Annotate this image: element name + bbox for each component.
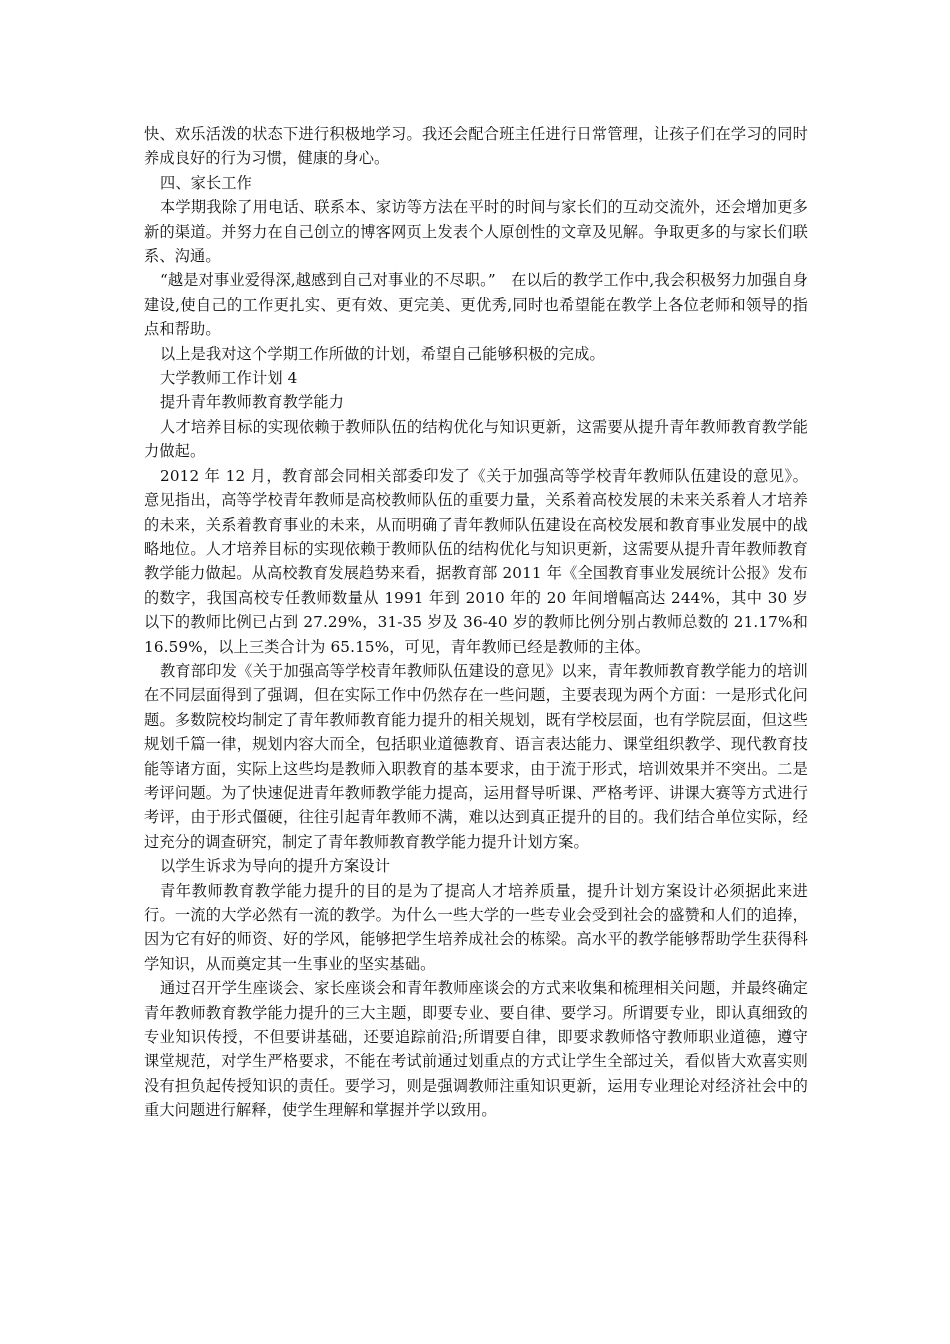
- paragraph: 通过召开学生座谈会、家长座谈会和青年教师座谈会的方式来收集和梳理相关问题，并最终确定青年教师教育教学能力提升的三大主题，即要专业、要自律、要学习。所谓要专业，即认真细致的专业知识传授，不但要讲基础，还要追踪前沿;所谓要自律，即要求教师恪守教师职业道德，遵守课堂规范，对学生严格要求，不能在考试前通过划重点的方式让学生全部过关，看似皆大欢喜实则没有担负起传授知识的责任。要学习，则是强调教师注重知识更新，运用专业理论对经济社会中的重大问题进行解释，使学生理解和掌握并学以致用。: [144, 979, 808, 1120]
- paragraph: “越是对事业爱得深,越感到自己对事业的不尽职。” 在以后的教学工作中,我会积极努力加强自身建设,使自己的工作更扎实、更有效、更完美、更优秀,同时也希望能在教学上各位老师和领导的指点和帮助。: [144, 271, 808, 339]
- section-heading: 以学生诉求为导向的提升方案设计: [160, 857, 391, 876]
- section-heading: 四、家长工作: [160, 173, 253, 192]
- paragraph: 青年教师教育教学能力提升的目的是为了提高人才培养质量，提升计划方案设计必须据此来进行。一流的大学必然有一流的教学。为什么一些大学的一些专业会受到社会的盛赞和人们的追捧，因为它有好的师资、好的学风，能够把学生培养成社会的栋梁。高水平的教学能够帮助学生获得科学知识，从而奠定其一生事业的坚实基础。: [144, 881, 808, 973]
- paragraph: 以上是我对这个学期工作所做的计划，希望自己能够积极的完成。: [160, 344, 605, 363]
- document-body: [144, 122, 808, 1123]
- paragraph: 教育部印发《关于加强高等学校青年教师队伍建设的意见》以来，青年教师教育教学能力的培训在不同层面得到了强调，但在实际工作中仍然存在一些问题，主要表现为两个方面：一是形式化问题。多数院校均制定了青年教师教育能力提升的相关规划，既有学校层面，也有学院层面，但这些规划千篇一律，规划内容大而全，包括职业道德教育、语言表达能力、课堂组织教学、现代教育技能等诸方面，实际上这些均是教师入职教育的基本要求，由于流于形式，培训效果并不突出。二是考评问题。为了快速促进青年教师教学能力提高，运用督导听课、严格考评、讲课大赛等方式进行考评，由于形式僵硬，往往引起青年教师不满，难以达到真正提升的目的。我们结合单位实际，经过充分的调查研究，制定了青年教师教育教学能力提升计划方案。: [144, 661, 808, 851]
- paragraph: 快、欢乐活泼的状态下进行积极地学习。我还会配合班主任进行日常管理，让孩子们在学习的同时养成良好的行为习惯，健康的身心。: [144, 125, 808, 168]
- section-heading: 提升青年教师教育教学能力: [160, 393, 345, 412]
- paragraph: 2012 年 12 月，教育部会同相关部委印发了《关于加强高等学校青年教师队伍建设的意见》。意见指出，高等学校青年教师是高校教师队伍的重要力量，关系着高校发展的未来关系着人才培养的未来，关系着教育事业的未来，从而明确了青年教师队伍建设在高校发展和教育事业发展中的战略地位。人才培养目标的实现依赖于教师队伍的结构优化与知识更新，这需要从提升青年教师教育教学能力做起。从高校教育发展趋势来看，据教育部 2011 年《全国教育事业发展统计公报》发布的数字，我国高校专任教师数量从 1991 年到 2010 年的 20 年间增幅高达 244%，其中 30 岁以下的教师比例已占到 27.29%，31-35 岁及 36-40 岁的教师比例分别占教师总数的 21.17%和 16.59%，以上三类合计为 65.15%，可见，青年教师已经是教师的主体。: [144, 466, 808, 656]
- paragraph: 本学期我除了用电话、联系本、家访等方法在平时的时间与家长们的互动交流外，还会增加更多新的渠道。并努力在自己创立的博客网页上发表个人原创性的文章及见解。争取更多的与家长们联系、沟通。: [144, 198, 808, 266]
- paragraph: 人才培养目标的实现依赖于教师队伍的结构优化与知识更新，这需要从提升青年教师教育教学能力做起。: [144, 417, 808, 461]
- section-heading: 大学教师工作计划 4: [160, 369, 298, 388]
